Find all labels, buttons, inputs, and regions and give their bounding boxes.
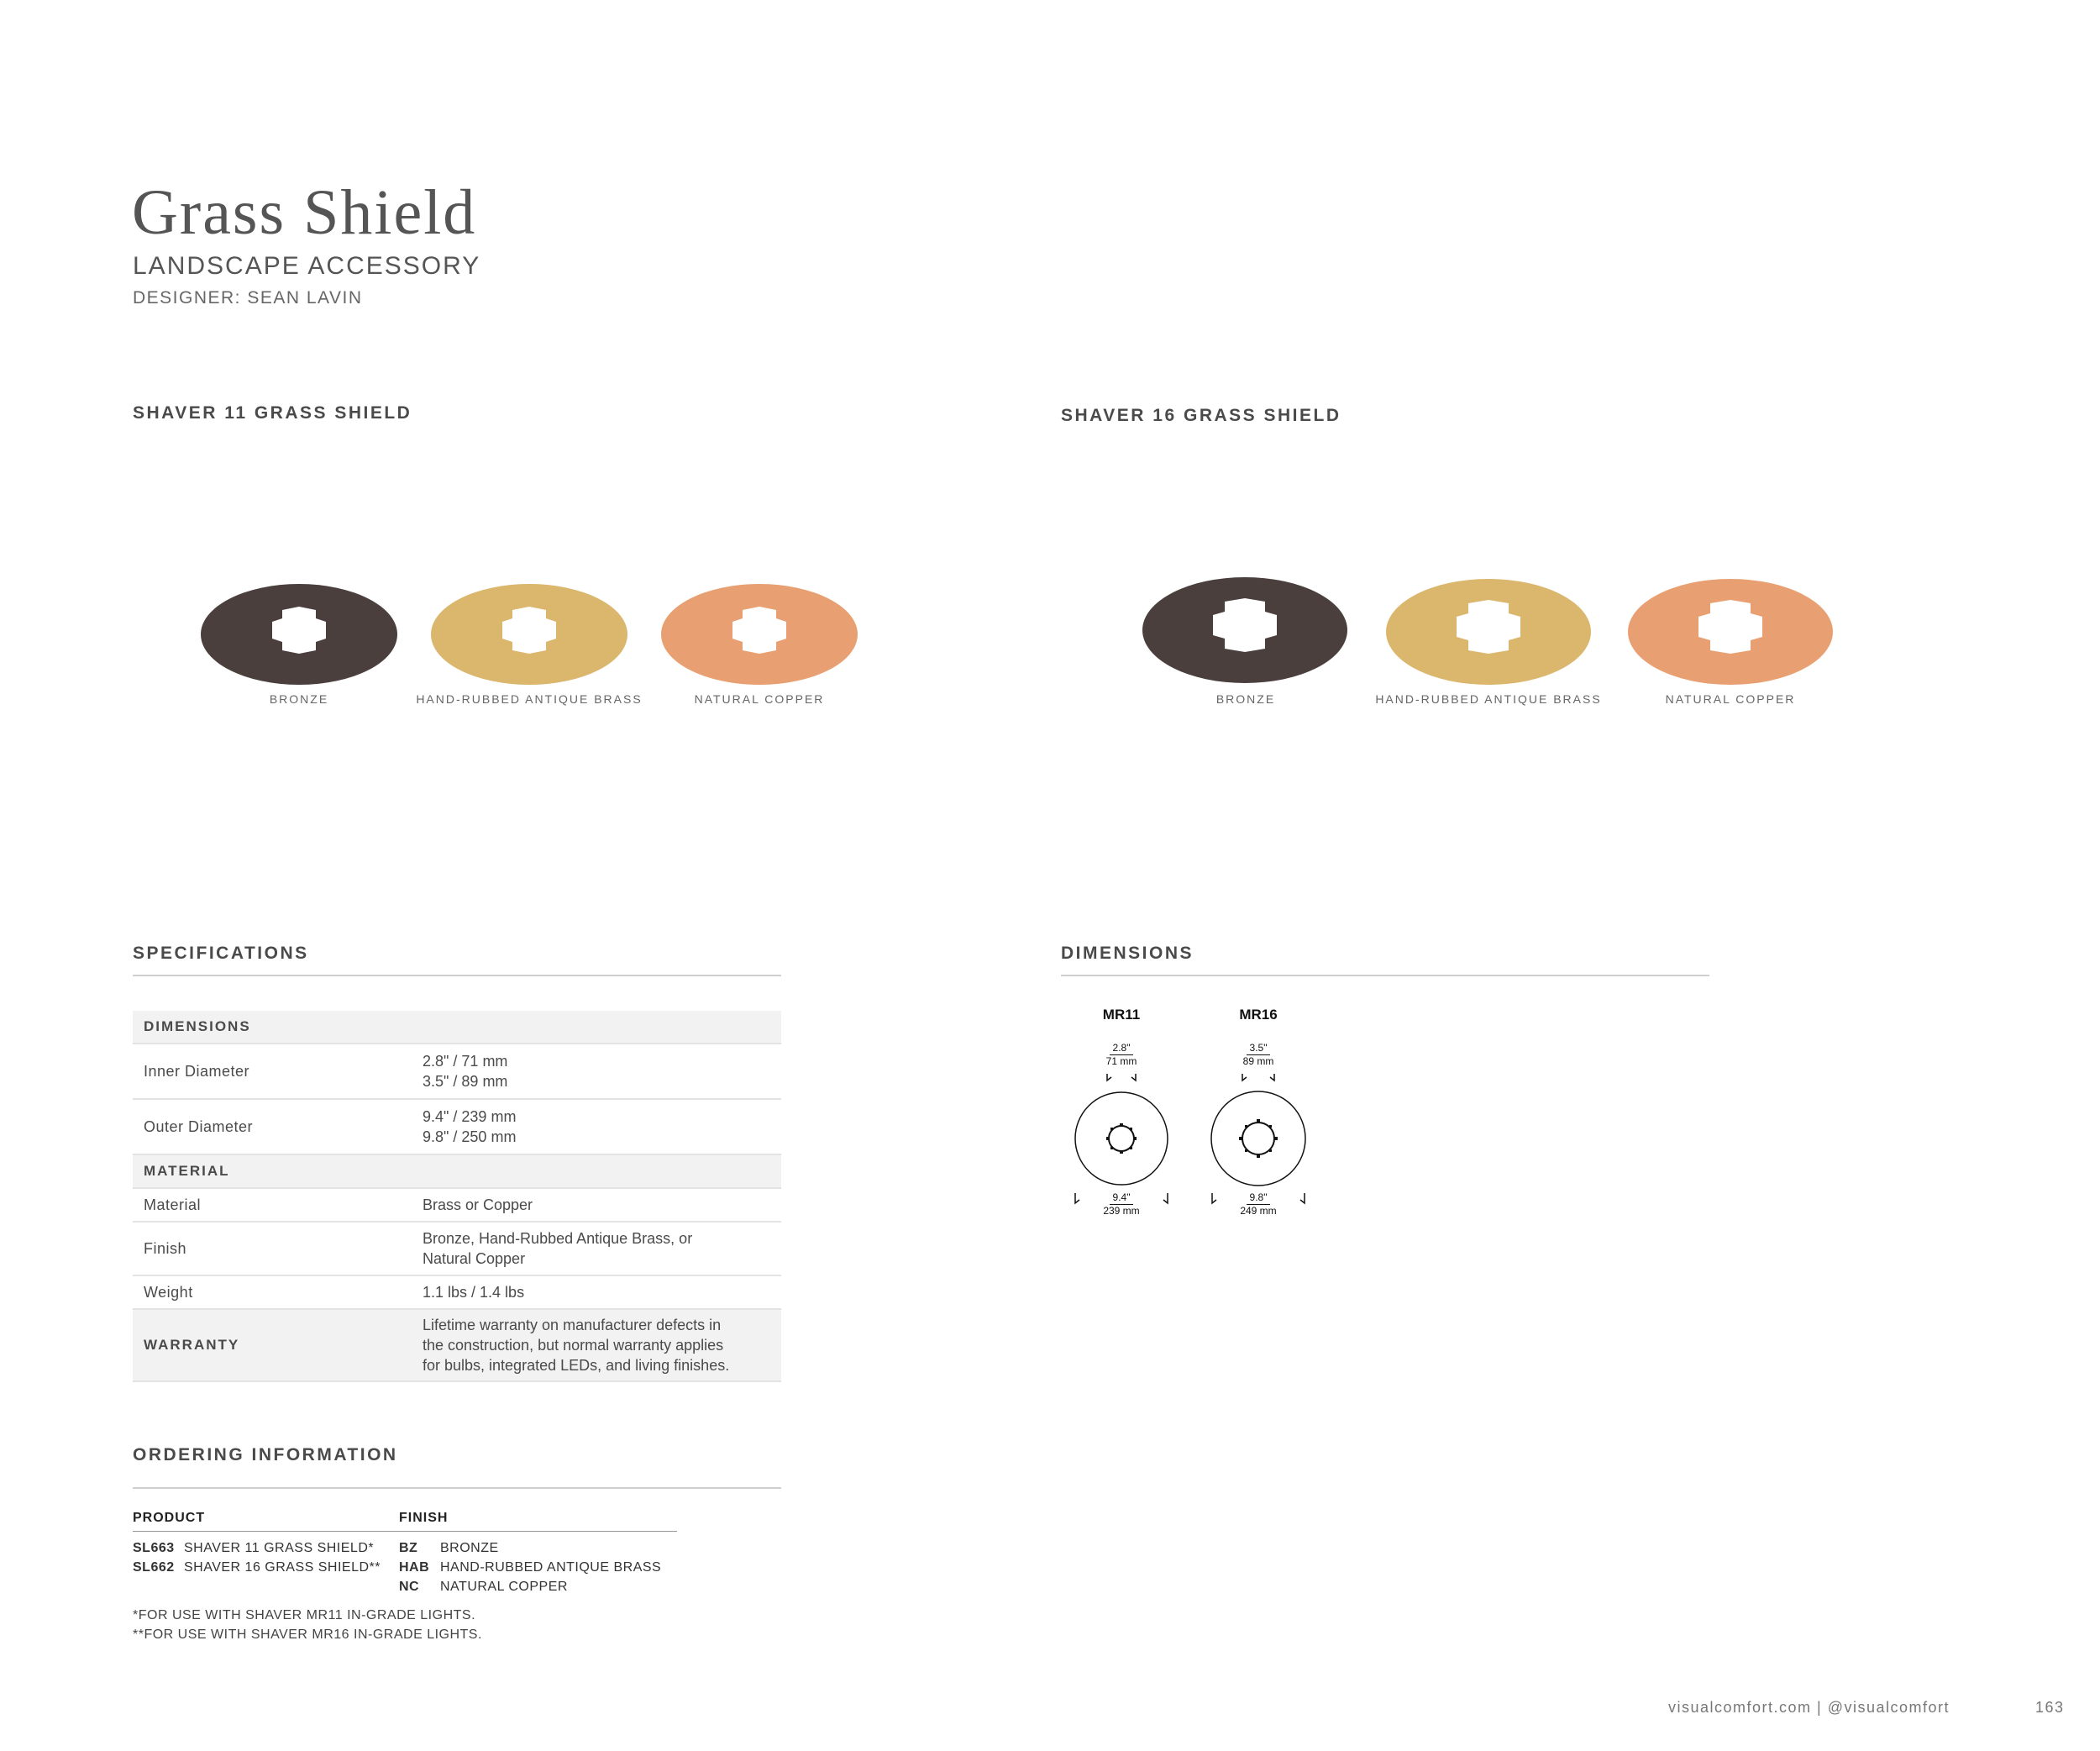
list-item (399, 1580, 661, 1599)
list-item (133, 1560, 381, 1580)
spec-value (412, 1044, 781, 1099)
ordering-heading: ORDERING INFORMATION (133, 1445, 398, 1464)
natural-copper-disc-16 (1628, 579, 1833, 685)
spec-row-finish (133, 1222, 781, 1275)
dimensions-rule (1061, 975, 1709, 976)
spec-row-warranty (133, 1309, 781, 1381)
mr11-inner-dimension (1088, 1042, 1155, 1068)
spec-label: Inner Diameter (133, 1044, 412, 1099)
mr11-outer-dimension (1088, 1191, 1155, 1217)
product-code: SL663 (133, 1541, 175, 1555)
specifications-heading: SPECIFICATIONS (133, 944, 309, 963)
spec-value-line: the construction, but normal warranty applies (423, 1337, 724, 1354)
spec-row-material (133, 1188, 781, 1222)
finish-name: HAND-RUBBED ANTIQUE BRASS (440, 1560, 662, 1575)
ordering-finish-header: FINISH (399, 1511, 449, 1525)
ordering-finish-list (399, 1541, 661, 1599)
spec-value-line: Lifetime warranty on manufacturer defects in (423, 1317, 722, 1333)
spec-value-line: 3.5" / 89 mm (423, 1073, 508, 1090)
spec-row-weight (133, 1275, 781, 1309)
finish-code: BZ (399, 1541, 418, 1555)
spec-section-dimensions (133, 1011, 781, 1044)
spec-value: 1.1 lbs / 1.4 lbs (412, 1275, 781, 1309)
spec-label: Weight (133, 1275, 412, 1309)
finish-label-brass-11: HAND-RUBBED ANTIQUE BRASS (416, 692, 643, 706)
mr16-dimension-drawing (1204, 1067, 1313, 1210)
footnote-mr16: **FOR USE WITH SHAVER MR16 IN-GRADE LIGHTS. (133, 1627, 482, 1642)
mr16-inner-mm: 89 mm (1242, 1055, 1274, 1067)
spec-section-label: MATERIAL (133, 1154, 781, 1188)
mr16-inner-in: 3.5" (1247, 1042, 1271, 1055)
spec-value: Brass or Copper (412, 1188, 781, 1222)
spec-label: Finish (133, 1222, 412, 1275)
mr11-outer-in: 9.4" (1110, 1191, 1134, 1205)
bronze-disc-16 (1142, 577, 1347, 683)
footer-site-link[interactable]: visualcomfort.com | @visualcomfort (1668, 1699, 1950, 1716)
shaver-16-finish-swatches (1142, 571, 1865, 697)
spec-row-inner-diameter (133, 1044, 781, 1099)
specifications-rule (133, 975, 781, 976)
list-item (399, 1560, 661, 1580)
list-item (399, 1541, 661, 1560)
mr11-inner-in: 2.8" (1110, 1042, 1134, 1055)
spec-label: Outer Diameter (133, 1099, 412, 1154)
ordering-header-rule (133, 1531, 677, 1532)
spec-value-line: 9.8" / 250 mm (423, 1128, 517, 1145)
antique-brass-disc-16 (1386, 579, 1591, 685)
spec-value (412, 1222, 781, 1275)
finish-label-bronze-16: BRONZE (1215, 692, 1276, 706)
finish-code: NC (399, 1580, 420, 1594)
spec-label: Material (133, 1188, 412, 1222)
finish-label-copper-16: NATURAL COPPER (1665, 692, 1796, 706)
spec-value-line: Bronze, Hand-Rubbed Antique Brass, or (423, 1230, 693, 1247)
mr11-dimension-drawing (1067, 1067, 1176, 1210)
product-code: SL662 (133, 1560, 175, 1575)
product-name: SHAVER 16 GRASS SHIELD** (184, 1560, 381, 1575)
ordering-product-list (133, 1541, 381, 1580)
spec-label: WARRANTY (133, 1309, 412, 1381)
spec-section-material (133, 1154, 781, 1188)
finish-label-copper-11: NATURAL COPPER (694, 692, 825, 706)
mr16-outer-in: 9.8" (1247, 1191, 1271, 1205)
finish-label-bronze-11: BRONZE (269, 692, 329, 706)
finish-code: HAB (399, 1560, 430, 1575)
spec-section-label: DIMENSIONS (133, 1011, 781, 1044)
ordering-product-header: PRODUCT (133, 1511, 206, 1525)
product-heading-shaver-16: SHAVER 16 GRASS SHIELD (1061, 406, 1341, 425)
mr11-label: MR11 (1102, 1007, 1141, 1023)
finish-name: NATURAL COPPER (440, 1580, 568, 1594)
spec-row-outer-diameter (133, 1099, 781, 1154)
mr16-outer-dimension (1225, 1191, 1292, 1217)
mr16-label: MR16 (1239, 1007, 1278, 1023)
footnote-mr11: *FOR USE WITH SHAVER MR11 IN-GRADE LIGHTS. (133, 1608, 476, 1622)
spec-value-line: 2.8" / 71 mm (423, 1053, 508, 1070)
spec-value-line: 9.4" / 239 mm (423, 1108, 517, 1125)
product-heading-shaver-11: SHAVER 11 GRASS SHIELD (133, 403, 412, 423)
antique-brass-disc-11 (431, 584, 627, 685)
mr11-outer-mm: 239 mm (1103, 1205, 1140, 1217)
page-title: Grass Shield (132, 177, 477, 248)
shaver-11-finish-swatches (193, 580, 865, 697)
list-item (133, 1541, 381, 1560)
mr16-outer-mm: 249 mm (1240, 1205, 1277, 1217)
dimensions-heading: DIMENSIONS (1061, 944, 1194, 963)
spec-value (412, 1099, 781, 1154)
ordering-rule (133, 1487, 781, 1489)
mr16-inner-dimension (1225, 1042, 1292, 1068)
natural-copper-disc-11 (661, 584, 858, 685)
page-number: 163 (2035, 1699, 2065, 1716)
specifications-table (133, 1011, 781, 1382)
product-name: SHAVER 11 GRASS SHIELD* (184, 1541, 375, 1555)
spec-value-line: for bulbs, integrated LEDs, and living finishes. (423, 1357, 730, 1374)
finish-label-brass-16: HAND-RUBBED ANTIQUE BRASS (1375, 692, 1602, 706)
spec-value (412, 1309, 781, 1381)
bronze-disc-11 (201, 584, 397, 685)
mr11-inner-mm: 71 mm (1105, 1055, 1137, 1067)
page-subtitle: LANDSCAPE ACCESSORY (133, 252, 481, 280)
finish-name: BRONZE (440, 1541, 499, 1555)
designer-credit: DESIGNER: SEAN LAVIN (133, 288, 363, 308)
spec-value-line: Natural Copper (423, 1250, 526, 1267)
